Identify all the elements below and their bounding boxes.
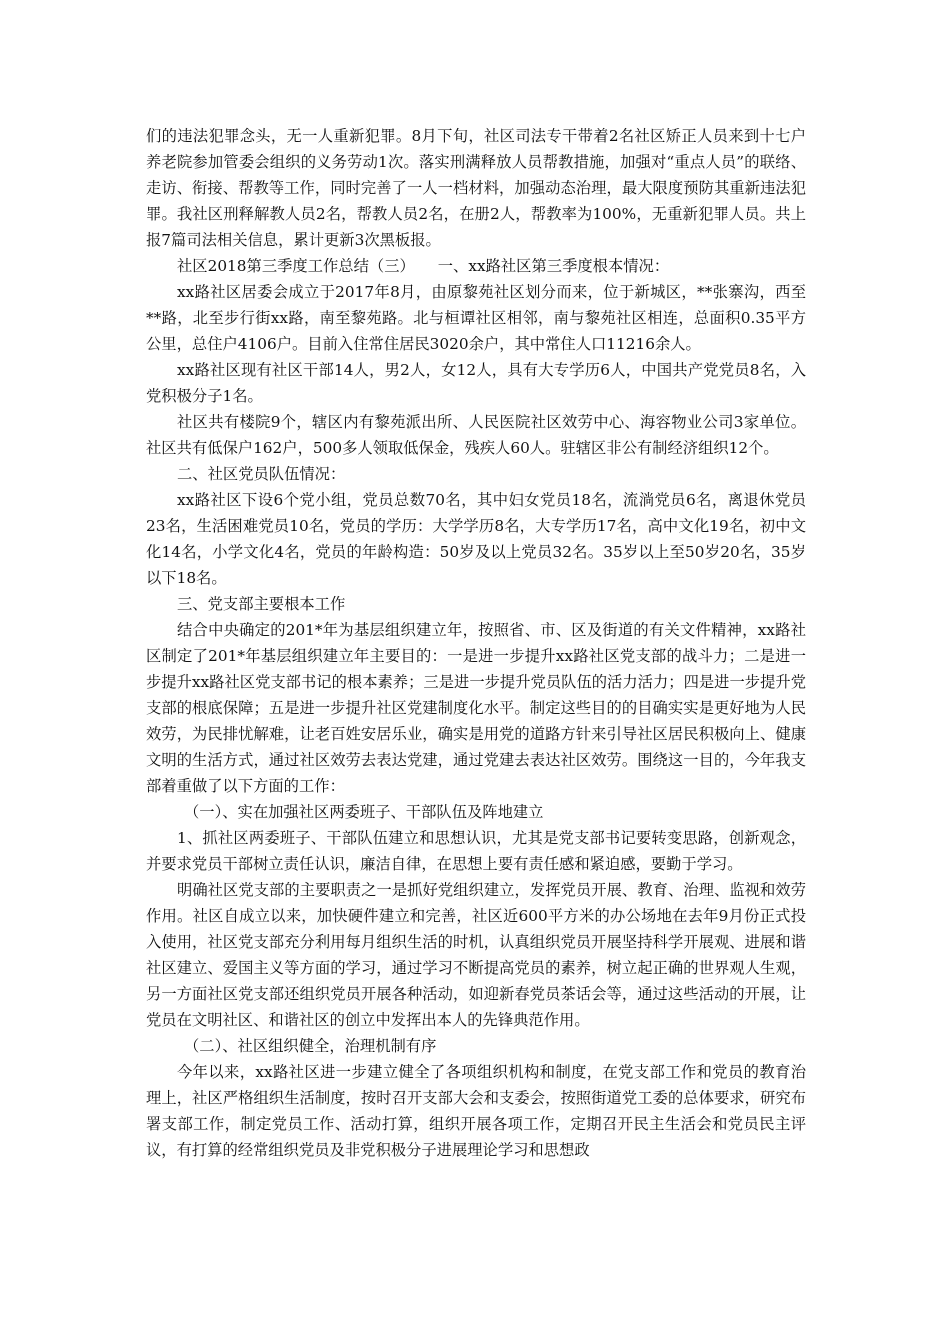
paragraph: 结合中央确定的201*年为基层组织建立年，按照省、市、区及街道的有关文件精神，xx路社区制定了201*年基层组织建立年主要目的：一是进一步提升xx路社区党支部的战斗力；二是进一步提升xx路社区党支部书记的根本素养；三是进一步提升党员队伍的活力活力；四是进一步提升党支部的根底保障；五是进一步提升社区党建制度化水平。制定这些目的的目确实实是更好地为人民效劳，为民排忧解难，让老百姓安居乐业，确实是用党的道路方针来引导社区居民积极向上、健康文明的生活方式，通过社区效劳去表达党建，通过党建去表达社区效劳。围绕这一目的，今年我支部着重做了以下方面的工作：: [146, 621, 806, 795]
paragraph: 明确社区党支部的主要职责之一是抓好党组织建立，发挥党员开展、教育、治理、监视和效劳作用。社区自成立以来，加快硬件建立和完善，社区近600平方米的办公场地在去年9月份正式投入使用，社区党支部充分利用每月组织生活的时机，认真组织党员开展坚持科学开展观、进展和谐社区建立、爱国主义等方面的学习，通过学习不断提高党员的素养，树立起正确的世界观人生观，另一方面社区党支部还组织党员开展各种活动，如迎新春党员茶话会等，通过这些活动的开展，让党员在文明社区、和谐社区的创立中发挥出本人的先锋典范作用。: [146, 881, 806, 1029]
paragraph: xx路社区现有社区干部14人，男2人，女12人，具有大专学历6人，中国共产党党员8名，入党积极分子1名。: [146, 361, 806, 405]
paragraph: xx路社区下设6个党小组，党员总数70名，其中妇女党员18名，流淌党员6名，离退休党员23名，生活困难党员10名，党员的学历：大学学历8名，大专学历17名，高中文化19名，初中文化14名，小学文化4名，党员的年龄构造：50岁及以上党员32名。35岁以上至50岁20名，35岁以下18名。: [146, 491, 806, 587]
subsection-heading: （二）、社区组织健全，治理机制有序: [184, 1037, 437, 1055]
paragraph: 们的违法犯罪念头，无一人重新犯罪。8月下旬，社区司法专干带着2名社区矫正人员来到十七户养老院参加管委会组织的义务劳动1次。落实刑满释放人员帮教措施，加强对“重点人员”的联络、走访、衔接、帮教等工作，同时完善了一人一档材料，加强动态治理，最大限度预防其重新违法犯罪。我社区刑释解教人员2名，帮教人员2名，在册2人，帮教率为100%，无重新犯罪人员。共上报7篇司法相关信息，累计更新3次黑板报。: [146, 127, 806, 249]
section-heading: 二、社区党员队伍情况：: [177, 465, 346, 483]
paragraph: 今年以来，xx路社区进一步建立健全了各项组织机构和制度，在党支部工作和党员的教育治理上，社区严格组织生活制度，按时召开支部大会和支委会，按照街道党工委的总体要求，研究布署支部工作，制定党员工作、活动打算，组织开展各项工作，定期召开民主生活会和党员民主评议，有打算的经常组织党员及非党积极分子进展理论学习和思想政: [146, 1063, 806, 1159]
subsection-heading: （一）、实在加强社区两委班子、干部队伍及阵地建立: [184, 803, 544, 821]
section-heading: 社区2018第三季度工作总结（三） 一、xx路社区第三季度根本情况：: [177, 257, 670, 275]
section-heading: 三、党支部主要根本工作: [177, 595, 346, 613]
document-body: [146, 123, 806, 1163]
paragraph: xx路社区居委会成立于2017年8月，由原黎苑社区划分而来，位于新城区，**张寨沟，西至**路，北至步行街xx路，南至黎苑路。北与桓谭社区相邻，南与黎苑社区相连，总面积0.35平方公里，总住户4106户。目前入住常住居民3020余户，其中常住人口11216余人。: [146, 283, 806, 353]
paragraph: 1、抓社区两委班子、干部队伍建立和思想认识，尤其是党支部书记要转变思路，创新观念，并要求党员干部树立责任认识，廉洁自律，在思想上要有责任感和紧迫感，要勤于学习。: [146, 829, 806, 873]
paragraph: 社区共有楼院9个，辖区内有黎苑派出所、人民医院社区效劳中心、海容物业公司3家单位。社区共有低保户162户，500多人领取低保金，残疾人60人。驻辖区非公有制经济组织12个。: [146, 413, 806, 457]
